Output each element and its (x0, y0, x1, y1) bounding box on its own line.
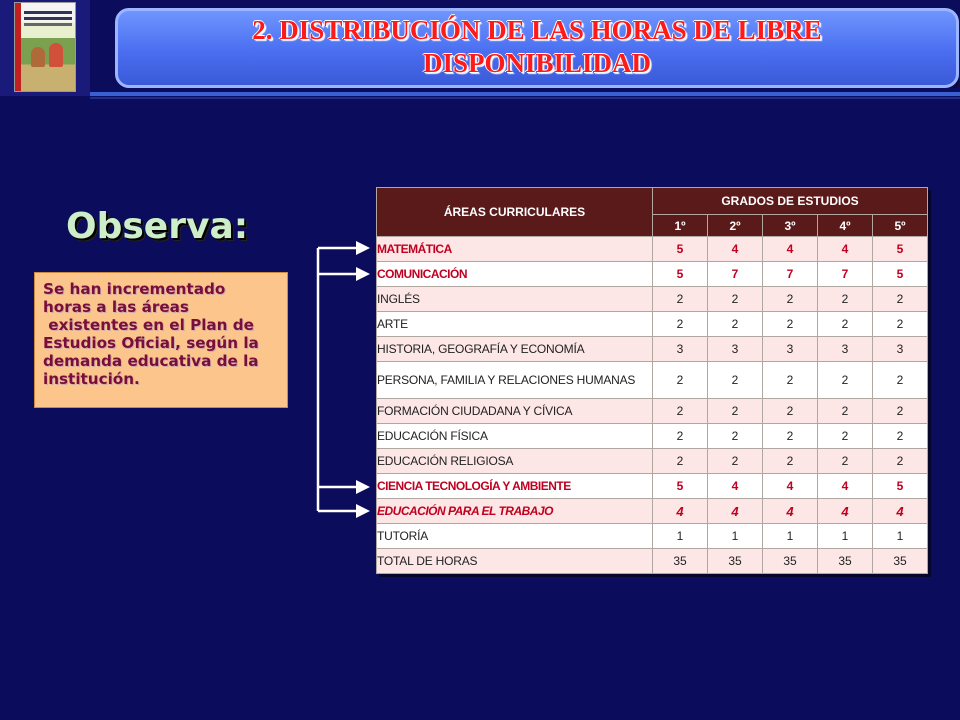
note-line: institución. (43, 370, 140, 388)
arrowhead-icon (356, 504, 370, 518)
area-name: EDUCACIÓN FÍSICA (377, 424, 653, 449)
table-row (377, 399, 928, 424)
table-row (377, 524, 928, 549)
grade-header: 1º (653, 215, 708, 237)
table-row (377, 424, 928, 449)
area-name: MATEMÁTICA (377, 237, 653, 262)
note-line: Estudios Oficial, según la (43, 334, 259, 352)
hours-cell: 2 (653, 399, 708, 424)
hours-cell: 2 (818, 287, 873, 312)
hours-cell: 1 (763, 524, 818, 549)
header-grades: GRADOS DE ESTUDIOS (653, 188, 928, 215)
hours-cell: 7 (708, 262, 763, 287)
hours-cell: 5 (873, 262, 928, 287)
hours-cell: 2 (708, 287, 763, 312)
hours-cell: 35 (653, 549, 708, 574)
table-row (377, 337, 928, 362)
hours-cell: 3 (873, 337, 928, 362)
arrowhead-icon (356, 267, 370, 281)
hours-cell: 4 (763, 474, 818, 499)
area-name: TOTAL DE HORAS (377, 549, 653, 574)
table-row-total (377, 549, 928, 574)
hours-cell: 7 (818, 262, 873, 287)
hours-cell: 5 (653, 474, 708, 499)
hours-cell: 2 (763, 399, 818, 424)
note-line: Se han incrementado (43, 280, 226, 298)
area-name: ARTE (377, 312, 653, 337)
hours-cell: 35 (763, 549, 818, 574)
title-line-2: DISPONIBILIDAD (422, 48, 652, 78)
hours-cell: 1 (818, 524, 873, 549)
hours-cell: 2 (653, 424, 708, 449)
hours-cell: 4 (708, 499, 763, 524)
hours-cell: 2 (708, 362, 763, 399)
hours-cell: 1 (653, 524, 708, 549)
area-name: CIENCIA TECNOLOGÍA Y AMBIENTE (377, 474, 653, 499)
hours-cell: 2 (818, 399, 873, 424)
observa-heading: Observa: (66, 206, 249, 247)
hours-cell: 3 (763, 337, 818, 362)
hours-cell: 2 (763, 312, 818, 337)
hours-cell: 4 (818, 237, 873, 262)
hours-cell: 2 (653, 362, 708, 399)
hours-cell: 4 (873, 499, 928, 524)
table-row (377, 237, 928, 262)
hours-cell: 2 (873, 312, 928, 337)
area-name: EDUCACIÓN PARA EL TRABAJO (377, 499, 653, 524)
hours-cell: 5 (653, 237, 708, 262)
area-name: FORMACIÓN CIUDADANA Y CÍVICA (377, 399, 653, 424)
table-row (377, 499, 928, 524)
hours-cell: 4 (818, 499, 873, 524)
grade-header: 2º (708, 215, 763, 237)
hours-cell: 2 (818, 362, 873, 399)
hours-cell: 2 (818, 449, 873, 474)
table-row (377, 449, 928, 474)
hours-cell: 4 (763, 237, 818, 262)
hours-cell: 2 (653, 312, 708, 337)
hours-cell: 5 (873, 237, 928, 262)
hours-cell: 4 (818, 474, 873, 499)
note-line: horas a las áreas (43, 298, 189, 316)
hours-cell: 2 (873, 362, 928, 399)
hours-cell: 35 (708, 549, 763, 574)
arrowhead-icon (356, 241, 370, 255)
hours-cell: 35 (818, 549, 873, 574)
hours-cell: 5 (653, 262, 708, 287)
hours-cell: 1 (873, 524, 928, 549)
hours-cell: 2 (763, 287, 818, 312)
title-line-1: 2. DISTRIBUCIÓN DE LAS HORAS DE LIBRE (252, 15, 822, 45)
hours-cell: 2 (763, 449, 818, 474)
area-name: COMUNICACIÓN (377, 262, 653, 287)
hours-cell: 2 (708, 449, 763, 474)
area-name: INGLÉS (377, 287, 653, 312)
hours-cell: 2 (818, 312, 873, 337)
table-row (377, 287, 928, 312)
grade-header: 3º (763, 215, 818, 237)
hours-cell: 4 (708, 237, 763, 262)
hours-cell: 2 (763, 424, 818, 449)
hours-cell: 3 (708, 337, 763, 362)
hours-cell: 2 (708, 424, 763, 449)
grade-header: 5º (873, 215, 928, 237)
hours-cell: 4 (763, 499, 818, 524)
note-line: demanda educativa de la (43, 352, 259, 370)
hours-cell: 4 (653, 499, 708, 524)
hours-cell: 2 (873, 449, 928, 474)
hours-cell: 2 (763, 362, 818, 399)
grade-header: 4º (818, 215, 873, 237)
hours-cell: 3 (818, 337, 873, 362)
note-line: existentes en el Plan de (43, 316, 254, 334)
area-name: TUTORÍA (377, 524, 653, 549)
hours-cell: 4 (708, 474, 763, 499)
hours-cell: 2 (708, 399, 763, 424)
hours-cell: 7 (763, 262, 818, 287)
hours-cell: 2 (708, 312, 763, 337)
hours-cell: 2 (873, 399, 928, 424)
hours-cell: 2 (873, 424, 928, 449)
hours-cell: 2 (873, 287, 928, 312)
hours-cell: 3 (653, 337, 708, 362)
hours-cell: 35 (873, 549, 928, 574)
area-name: HISTORIA, GEOGRAFÍA Y ECONOMÍA (377, 337, 653, 362)
arrowhead-icon (356, 480, 370, 494)
area-name: EDUCACIÓN RELIGIOSA (377, 449, 653, 474)
area-name: PERSONA, FAMILIA Y RELACIONES HUMANAS (377, 362, 653, 399)
table-row (377, 262, 928, 287)
hours-cell: 5 (873, 474, 928, 499)
hours-cell: 2 (653, 449, 708, 474)
hours-cell: 2 (653, 287, 708, 312)
curriculum-hours-table (376, 187, 928, 574)
hours-cell: 2 (818, 424, 873, 449)
table-row (377, 474, 928, 499)
table-row (377, 362, 928, 399)
hours-cell: 1 (708, 524, 763, 549)
header-areas: ÁREAS CURRICULARES (377, 188, 653, 237)
table-row (377, 312, 928, 337)
